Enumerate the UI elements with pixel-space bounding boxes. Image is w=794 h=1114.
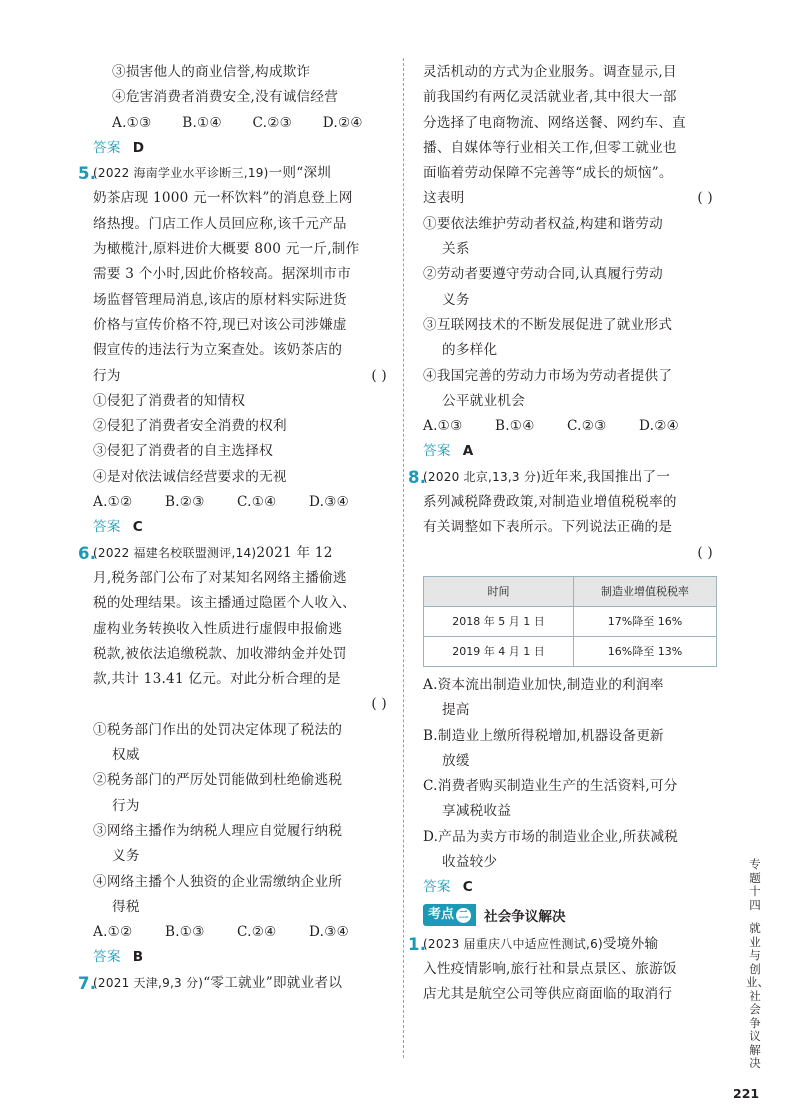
- q4-item-3: ③损害他人的商业信誉,构成欺诈: [112, 64, 311, 80]
- q7-answer: [423, 439, 719, 464]
- q7-last-line: [423, 186, 719, 211]
- q6-paren-line: [93, 692, 393, 717]
- q7-line: 前我国约有两亿灵活就业者,其中很大一部: [423, 89, 677, 106]
- q6-item: ④网络主播个人独资的企业需缴纳企业所: [93, 873, 343, 890]
- section-tag: [423, 904, 476, 926]
- q6-first-line: [78, 541, 393, 566]
- page-number: 221: [733, 1086, 760, 1101]
- q5-item: ②侵犯了消费者安全消费的权利: [93, 418, 287, 435]
- answer-value: C: [132, 519, 143, 536]
- q8-choice: C.消费者购买制造业生产的生活资料,可分: [423, 778, 678, 795]
- q7-line: 分选择了电商物流、网络送餐、网约车、直: [423, 114, 687, 131]
- option-a: A.①②: [93, 494, 133, 511]
- option-d: D.③④: [309, 924, 350, 941]
- option-b: B.②③: [165, 494, 205, 511]
- table-header: 制造业增值税税率: [574, 576, 717, 606]
- section-header: [423, 903, 719, 928]
- answer-label: 答案: [93, 949, 121, 966]
- chapter-number: 专题十四: [749, 857, 761, 912]
- question-source: (2020 北京,13,3 分): [423, 469, 542, 484]
- option-d: D.②④: [639, 418, 680, 435]
- answer-blank: ( ): [371, 696, 387, 713]
- table-cell: 2019 年 4 月 1 日: [424, 636, 574, 666]
- q6-line: 款,共计 13.41 亿元。对此分析合理的是: [93, 671, 341, 688]
- question-text: 这表明: [423, 190, 465, 207]
- q5-line: 为橄榄汁,原料进价大概要 800 元一斤,制作: [93, 241, 360, 258]
- q6-line: 税的处理结果。该主播通过隐匿个人收入、: [93, 595, 357, 612]
- q5-line: 假宣传的违法行为立案查处。该奶茶店的: [93, 342, 343, 359]
- q5-line: 奶茶店现 1000 元一杯饮料”的消息登上网: [93, 190, 353, 207]
- q4-answer: [93, 136, 393, 161]
- table-row: [424, 606, 717, 636]
- q5-item: ④是对依法诚信经营要求的无视: [93, 468, 287, 485]
- question-number: 8.: [408, 467, 427, 487]
- section-title: 社会争议解决: [484, 909, 566, 926]
- section-number: 二: [456, 908, 471, 923]
- q5-last-line: [93, 364, 393, 389]
- answer-label: 答案: [423, 443, 451, 460]
- q7-item: ③互联网技术的不断发展促进了就业形式: [423, 316, 673, 333]
- option-d: D.③④: [309, 494, 350, 511]
- q8-choice: A.资本流出制造业加快,制造业的利润率: [423, 676, 664, 693]
- question-number: 5.: [78, 164, 97, 184]
- answer-label: 答案: [93, 139, 121, 156]
- q7-item-cont: 义务: [442, 291, 470, 308]
- q6-line: 月,税务部门公布了对某知名网络主播偷逃: [93, 569, 347, 586]
- table-header: 时间: [424, 576, 574, 606]
- answer-value: C: [462, 879, 473, 896]
- option-a: A.①③: [112, 114, 152, 131]
- q1-first-line: [408, 932, 719, 957]
- q8-answer: [423, 875, 719, 900]
- table-header-row: [424, 576, 717, 606]
- answer-blank: ( ): [697, 544, 713, 561]
- q8-choice-cont: 享减税收益: [442, 803, 512, 820]
- table-cell: 17%降至 16%: [574, 606, 717, 636]
- q7-item-cont: 公平就业机会: [442, 392, 526, 409]
- answer-value: D: [132, 139, 145, 156]
- question-text: 受境外输: [602, 935, 659, 952]
- question-source: (2021 天津,9,3 分): [93, 975, 204, 990]
- q7-item: ①要依法维护劳动者权益,构建和谐劳动: [423, 215, 663, 232]
- q5-line: 络热搜。门店工作人员回应称,该千元产品: [93, 215, 347, 232]
- option-c: C.②③: [567, 418, 607, 435]
- question-text: “零工就业”即就业者以: [203, 974, 343, 991]
- q6-item: ①税务部门作出的处罚决定体现了税法的: [93, 721, 343, 738]
- answer-blank: ( ): [697, 190, 713, 207]
- q8-paren-line: [423, 541, 719, 566]
- q8-first-line: [408, 465, 719, 490]
- q8-choice: D.产品为卖方市场的制造业企业,所获减税: [423, 828, 679, 845]
- q4-item-4: ④危害消费者消费安全,没有诚信经营: [112, 89, 339, 106]
- question-text: 2021 年 12: [256, 544, 333, 561]
- q5-item: ①侵犯了消费者的知情权: [93, 392, 246, 409]
- q7-item: ④我国完善的劳动力市场为劳动者提供了: [423, 367, 673, 384]
- option-d: D.②④: [322, 114, 363, 131]
- q6-item-cont: 行为: [112, 797, 140, 814]
- right-column: [408, 60, 719, 1008]
- answer-value: B: [132, 949, 144, 966]
- q6-line: 税款,被依法追缴税款、加收滞纳金并处罚: [93, 645, 347, 662]
- q7-line: 面临着劳动保障不完善等“成长的烦恼”。: [423, 165, 673, 182]
- option-b: B.①③: [165, 924, 205, 941]
- q1-line: 入性疫情影响,旅行社和景点景区、旅游饭: [423, 960, 677, 977]
- option-c: C.①④: [237, 494, 277, 511]
- answer-label: 答案: [423, 879, 451, 896]
- option-c: C.②③: [252, 114, 293, 131]
- table-row: [424, 636, 717, 666]
- q7-line: 播、自媒体等行业相关工作,但零工就业也: [423, 139, 677, 156]
- left-column: [78, 60, 393, 996]
- option-a: A.①②: [93, 924, 133, 941]
- question-number: 1.: [408, 934, 427, 954]
- chapter-side-label: [746, 857, 769, 1071]
- table-cell: 16%降至 13%: [574, 636, 717, 666]
- q5-line: 价格与宣传价格不符,现已对该公司涉嫌虚: [93, 316, 347, 333]
- q8-line: 系列减税降费政策,对制造业增值税税率的: [423, 494, 677, 511]
- option-a: A.①③: [423, 418, 463, 435]
- q6-item-cont: 义务: [112, 848, 140, 865]
- answer-blank: ( ): [371, 367, 387, 384]
- answer-value: A: [462, 443, 474, 460]
- q7-options: [423, 414, 719, 439]
- q5-line: 场监督管理局消息,该店的原材料实际进货: [93, 291, 347, 308]
- q7-first-line: [78, 971, 393, 996]
- question-source: (2023 届重庆八中适应性测试,6): [423, 936, 603, 951]
- q1-line: 店尤其是航空公司等供应商面临的取消行: [423, 986, 673, 1003]
- tax-rate-table: [423, 576, 717, 667]
- q6-options: [93, 920, 393, 945]
- q5-first-line: [78, 161, 393, 186]
- question-text: 一则“深圳: [268, 165, 332, 182]
- q6-answer: [93, 945, 393, 970]
- section-tag-label: 考点: [428, 907, 455, 923]
- option-b: B.①④: [182, 114, 222, 131]
- question-text: 近年来,我国推出了一: [541, 468, 671, 485]
- question-number: 7.: [78, 973, 97, 993]
- q6-line: 虚构业务转换收入性质进行虚假申报偷逃: [93, 620, 343, 637]
- q8-choice-cont: 收益较少: [442, 854, 498, 871]
- q7-line: 灵活机动的方式为企业服务。调查显示,目: [423, 64, 677, 80]
- answer-label: 答案: [93, 519, 121, 536]
- q6-item: ②税务部门的严厉处罚能做到杜绝偷逃税: [93, 772, 343, 789]
- q4-options: [93, 111, 393, 136]
- q6-item-cont: 得税: [112, 898, 140, 915]
- q8-choice-cont: 提高: [442, 702, 470, 719]
- question-source: (2022 海南学业水平诊断三,19): [93, 166, 269, 181]
- column-divider: [403, 58, 404, 1058]
- q6-item: ③网络主播作为纳税人理应自觉履行纳税: [93, 822, 343, 839]
- chapter-title: 就业与创业、社会争议解决: [746, 921, 769, 1070]
- q5-answer: [93, 515, 393, 540]
- q7-item-cont: 的多样化: [442, 342, 498, 359]
- q8-line: 有关调整如下表所示。下列说法正确的是: [423, 519, 673, 536]
- question-source: (2022 福建名校联盟测评,14): [93, 545, 257, 560]
- q8-choice-cont: 放缓: [442, 752, 470, 769]
- option-c: C.②④: [237, 924, 277, 941]
- q6-item-cont: 权威: [112, 747, 140, 764]
- q7-item-cont: 关系: [442, 241, 470, 258]
- table-cell: 2018 年 5 月 1 日: [424, 606, 574, 636]
- q8-choice: B.制造业上缴所得税增加,机器设备更新: [423, 727, 664, 744]
- q7-item: ②劳动者要遵守劳动合同,认真履行劳动: [423, 266, 663, 283]
- option-b: B.①④: [495, 418, 535, 435]
- question-number: 6.: [78, 543, 97, 563]
- q5-line: 需要 3 个小时,因此价格较高。据深圳市市: [93, 266, 351, 283]
- question-text: 行为: [93, 367, 121, 384]
- q5-options: [93, 490, 393, 515]
- q5-item: ③侵犯了消费者的自主选择权: [93, 443, 273, 460]
